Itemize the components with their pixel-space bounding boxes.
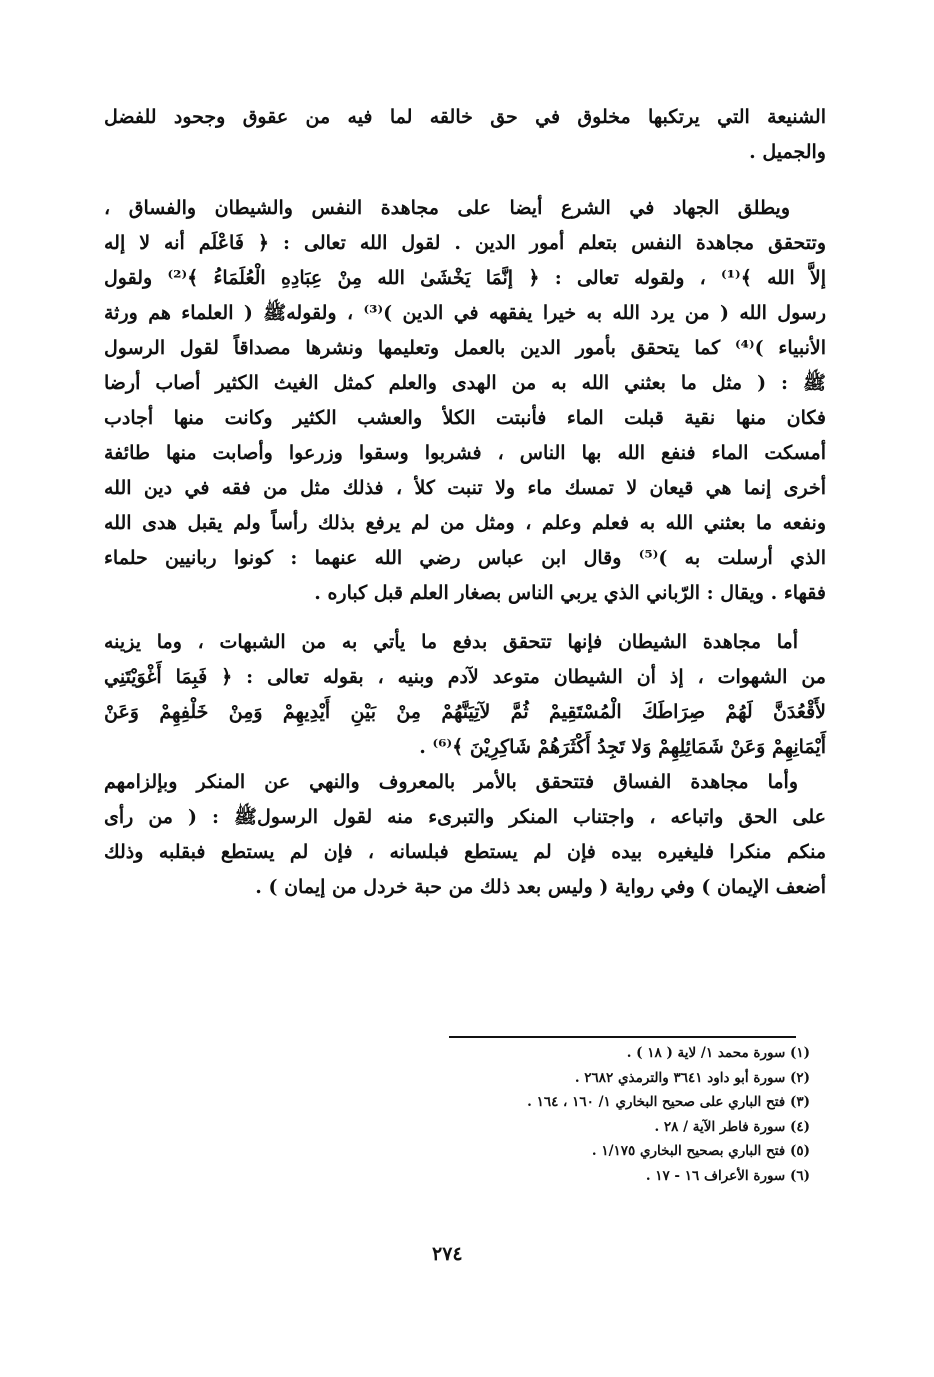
footnote: (٥) فتح الباري بصحيح البخاري ١/١٧٥ . <box>591 1143 810 1159</box>
footnote: (٦) سورة الأعراف ١٦ - ١٧ . <box>645 1167 810 1184</box>
text-line: منكم منكرا فليغيره بيده فإن لم يستطع فبلسانه ، فإن لم يستطع فبقلبه وذلك <box>104 841 826 863</box>
text-line: على الحق واتباعه ، واجتناب المنكر والتبرىء منه لقول الرسولﷺ : ( من رأى <box>104 806 826 828</box>
text-line: الأنبياء )⁽⁴⁾ كما يتحقق بأمور الدين بالعمل وتعليمها ونشرها مصداقاً لقول الرسول <box>104 337 826 359</box>
text-line: أما مجاهدة الشيطان فإنها تتحقق بدفع ما يأتي به من الشبهات ، وما يزينه <box>104 631 798 653</box>
footnote-divider <box>449 1036 796 1038</box>
text-line: أَيْمَانِهِمْ وَعَنْ شَمَائِلِهِمْ وَلا تَجِدُ أَكْثَرَهُمْ شَاكِرِيْنَ ﴾⁽⁶⁾ . <box>419 736 826 758</box>
footnote: (١) سورة محمد ١/ لاية ( ١٨ ) . <box>626 1045 810 1061</box>
text-line: وأما مجاهدة الفساق فتتحقق بالأمر بالمعروف والنهي عن المنكر وبإلزامهم <box>104 771 798 793</box>
text-line: أمسكت الماء فنفع الله بها الناس ، فشربوا وسقوا وزرعوا وأصابت منها طائفة <box>104 442 826 464</box>
text-line: أخرى إنما هي قيعان لا تمسك ماء ولا تنبت كلأ ، فذلك مثل من فقه في دين الله <box>104 477 826 499</box>
footnote: (٢) سورة أبو داود ٣٦٤١ والترمذي ٢٦٨٢ . <box>574 1069 810 1086</box>
text-line: إلاَّ الله ﴾⁽¹⁾ ، ولقوله تعالى : ﴿ إنَّمَا يَخْشَىٰ الله مِنْ عِبَادِهِ الْعُلَمَاءُ ﴾⁽²⁾ ولقول <box>104 267 826 289</box>
footnotes <box>527 1041 810 1188</box>
text-line: ونفعه ما بعثني الله به فعلم وعلم ، ومثل من لم يرفع بذلك رأساً ولم يقبل هدى الله <box>104 512 826 534</box>
page-number: ٢٧٤ <box>432 1243 463 1265</box>
text-line: وتتحقق مجاهدة النفس بتعلم أمور الدين . لقول الله تعالى : ﴿ فَاعْلَم أنه لا إله <box>104 232 826 254</box>
text-line: رسول الله ( من يرد الله به خيرا يفقهه في الدين )⁽³⁾ ، ولقولهﷺ ( العلماء هم ورثة <box>104 302 826 324</box>
text-line: لأَقْعُدَنَّ لَهُمْ صِرَاطَكَ الْمُسْتَقِيمْ ثُمَّ لآتِيَنَّهُمْ مِنْ بَيْنِ أَيْدِيهِمْ وَمِنْ خَلْفِهِمْ وَعَنْ <box>104 701 826 723</box>
text-line: فقهاء . ويقال : الرّباني الذي يربي الناس بصغار العلم قبل كباره . <box>314 582 826 604</box>
text-line: أضعف الإيمان ) وفي رواية ( وليس بعد ذلك من حبة خردل من إيمان ) . <box>255 876 826 898</box>
text-line: ﷺ : ( مثل ما بعثني الله به من الهدى والعلم كمثل الغيث الكثير أصاب أرضا <box>104 372 826 394</box>
text-line: فكان منها نقية قبلت الماء فأنبتت الكلأ والعشب الكثير وكانت منها أجادب <box>104 407 826 429</box>
text-line: والجميل . <box>749 141 826 163</box>
footnote: (٣) فتح الباري على صحيح البخاري ١/ ١٦٠ ، ١٦٤ . <box>527 1094 810 1110</box>
text-line: الشنيعة التي يرتكبها مخلوق في حق خالقه لما فيه من عقوق وجحود للفضل <box>104 106 826 128</box>
body-text <box>104 100 826 905</box>
text-line: ويطلق الجهاد في الشرع أيضا على مجاهدة النفس والشيطان والفساق ، <box>104 197 790 219</box>
text-line: من الشهوات ، إذ أن الشيطان متوعد لآدم وبنيه ، بقوله تعالى : ﴿ فَبِمَا أَغْوَيْتَنِي <box>104 666 826 688</box>
text-line: الذي أرسلت به )⁽⁵⁾ وقال ابن عباس رضي الله عنهما : كونوا ربانيين حلماء <box>104 547 826 569</box>
footnote: (٤) سورة فاطر الآية / ٢٨ . <box>654 1118 810 1135</box>
